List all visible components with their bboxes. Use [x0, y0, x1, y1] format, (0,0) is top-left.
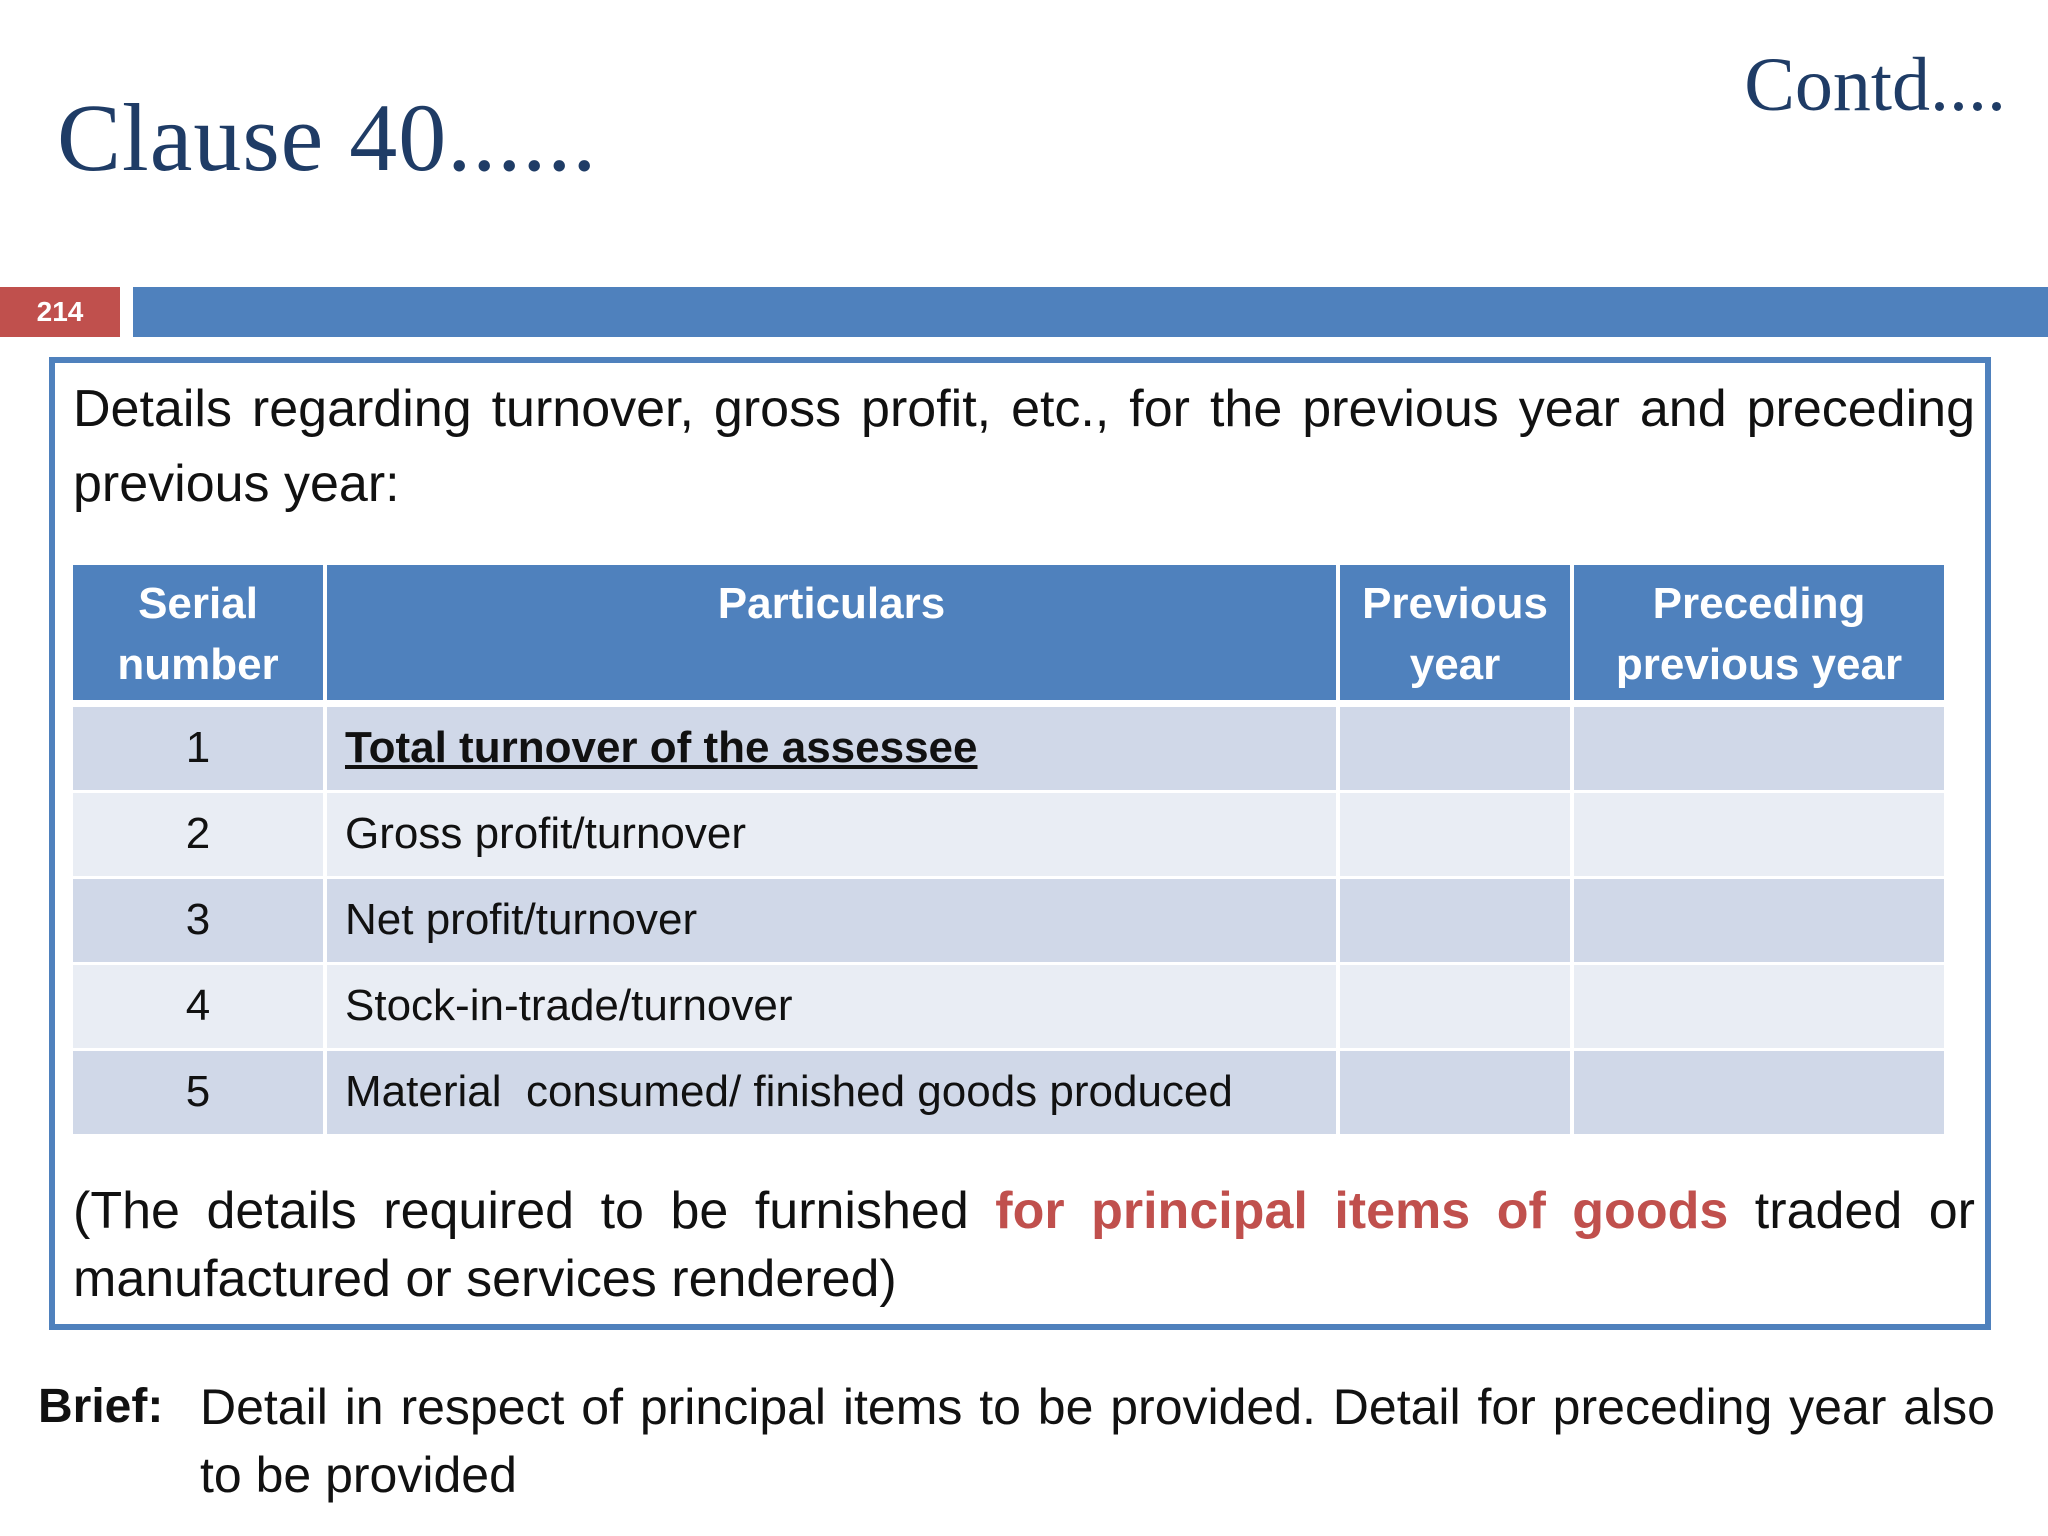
header-preceding-previous-year: Preceding previous year: [1572, 563, 1946, 703]
previous-year-cell: [1338, 1049, 1572, 1135]
serial-cell: 1: [71, 703, 325, 791]
header-serial-number: Serial number: [71, 563, 325, 703]
table-row: [71, 791, 1946, 877]
preceding-year-cell: [1572, 791, 1946, 877]
particulars-cell: Net profit/turnover: [325, 877, 1338, 963]
note-highlight: for principal items of goods: [995, 1182, 1729, 1240]
table-row: [71, 963, 1946, 1049]
table-row: [71, 1049, 1946, 1135]
header-previous-year: Previous year: [1338, 563, 1572, 703]
serial-cell: 2: [71, 791, 325, 877]
previous-year-cell: [1338, 791, 1572, 877]
preceding-year-cell: [1572, 877, 1946, 963]
preceding-year-cell: [1572, 963, 1946, 1049]
brief-text: Detail in respect of principal items to be provided. Detail for preceding year also to be provided: [200, 1379, 1995, 1503]
slide-number-badge: 214: [0, 287, 120, 337]
serial-cell: 5: [71, 1049, 325, 1135]
contd-label: Contd....: [1744, 43, 2006, 127]
note-text: [73, 1177, 1975, 1313]
table-row: [71, 703, 1946, 791]
preceding-year-cell: [1572, 1049, 1946, 1135]
previous-year-cell: [1338, 703, 1572, 791]
intro-text: Details regarding turnover, gross profit, etc., for the previous year and preceding previous year:: [73, 380, 1975, 513]
table-row: [71, 877, 1946, 963]
particulars-cell: Stock-in-trade/turnover: [325, 963, 1338, 1049]
previous-year-cell: [1338, 963, 1572, 1049]
particulars-cell: Gross profit/turnover: [325, 791, 1338, 877]
header-particulars: Particulars: [325, 563, 1338, 703]
brief-label: Brief:: [38, 1380, 164, 1433]
particulars-cell: Material consumed/ finished goods produced: [325, 1049, 1338, 1135]
serial-cell: 3: [71, 877, 325, 963]
previous-year-cell: [1338, 877, 1572, 963]
note-text-end: traded or manufactured or services rendered): [73, 1182, 1976, 1308]
note-text-start: (The details required to be furnished: [73, 1182, 996, 1240]
slide-title: Clause 40......: [57, 84, 598, 191]
table-header-row: [71, 563, 1946, 703]
header-bar: [133, 287, 2048, 337]
particulars-cell: Total turnover of the assessee: [325, 703, 1338, 791]
serial-cell: 4: [71, 963, 325, 1049]
preceding-year-cell: [1572, 703, 1946, 791]
details-table: [69, 561, 1948, 1137]
